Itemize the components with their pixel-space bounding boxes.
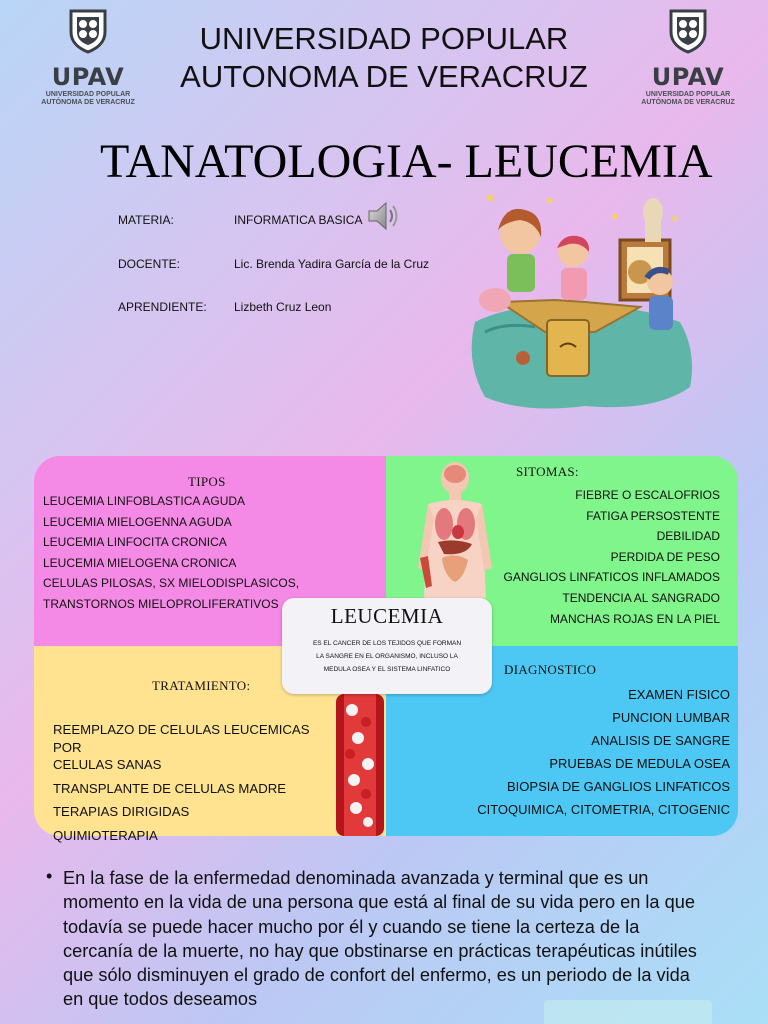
- tratamiento-title: TRATAMIENTO:: [152, 678, 251, 693]
- list-item: TRANSPLANTE DE CELULAS MADRE: [53, 780, 287, 796]
- leucemia-definition-box: [282, 598, 492, 694]
- tratamiento-list: [53, 721, 338, 844]
- university-name: [150, 20, 618, 96]
- list-item: CELULAS SANAS: [53, 757, 162, 772]
- list-item: REEMPLAZO DE CELULAS LEUCEMICAS POR: [53, 722, 310, 755]
- list-item: QUIMIOTERAPIA: [53, 827, 158, 843]
- svg-text:★: ★: [545, 195, 555, 207]
- upav-shield-icon: [668, 8, 708, 54]
- list-item: PUNCION LUMBAR: [612, 710, 730, 725]
- human-body-organs-illustration: [414, 458, 496, 598]
- university-line-2: AUTONOMA DE VERACRUZ: [180, 59, 588, 94]
- children-playing-illustration: [465, 182, 695, 412]
- logo-sub-2: AUTÓNOMA DE VERACRUZ: [41, 99, 135, 106]
- list-item: LEUCEMIA MIELOGENA CRONICA: [43, 555, 237, 570]
- tipos-list: [43, 491, 299, 615]
- docente-label: DOCENTE:: [118, 257, 181, 271]
- list-item: GANGLIOS LINFATICOS INFLAMADOS: [503, 570, 720, 585]
- logo-sub-1: UNIVERSIDAD POPULAR: [645, 91, 731, 98]
- svg-text:★: ★: [610, 211, 620, 223]
- svg-text:★: ★: [670, 214, 679, 225]
- leucemia-title: LEUCEMIA: [330, 604, 444, 628]
- sintomas-list: [490, 485, 720, 629]
- logo-sub-2: AUTÓNOMA DE VERACRUZ: [641, 99, 735, 106]
- body-paragraph: En la fase de la enfermedad denominada avanzada y terminal que es un momento en la vida de una persona que está al final de su vida pero en la que todavía se puede hacer mucho por él y cuando se tiene la certeza de la cercanía de la muerte, no hay que obstinarse en prácticas terapéuticas inútiles que sólo disminuyen el grado de confort del enfermo, es un periodo de la vida en que todos deseamos: [63, 868, 697, 1010]
- sintomas-title: SITOMAS:: [516, 464, 579, 479]
- leucemia-description: [282, 637, 492, 676]
- list-item: TERAPIAS DIRIGIDAS: [53, 804, 190, 819]
- list-item: LEUCEMIA MIELOGENNA AGUDA: [43, 514, 232, 529]
- description-line: LA SANGRE EN EL ORGANISMO, INCLUSO LA: [316, 653, 458, 660]
- aprendiente-value: Lizbeth Cruz Leon: [234, 300, 332, 314]
- upav-shield-icon: [68, 8, 108, 54]
- list-item: CELULAS PILOSAS, SX MIELODISPLASICOS,: [43, 576, 300, 591]
- upav-logo-right: [640, 8, 736, 107]
- upav-logo-left: [40, 8, 136, 107]
- list-item: DEBILIDAD: [656, 529, 720, 544]
- list-item: TENDENCIA AL SANGRADO: [562, 590, 720, 605]
- description-line: ES EL CANCER DE LOS TEJIDOS QUE FORMAN: [312, 640, 462, 647]
- list-item: FATIGA PERSOSTENTE: [586, 508, 720, 523]
- materia-value: INFORMATICA BASICA: [234, 213, 363, 227]
- svg-text:★: ★: [485, 191, 496, 205]
- aprendiente-label: APRENDIENTE:: [118, 300, 207, 314]
- list-item: EXAMEN FISICO: [628, 687, 730, 702]
- description-line: MEDULA OSEA Y EL SISTEMA LINFATICO: [323, 666, 451, 673]
- diagnostico-title: DIAGNOSTICO: [504, 662, 597, 677]
- list-item: MANCHAS ROJAS EN LA PIEL: [549, 611, 720, 626]
- bullet-icon: •: [46, 866, 53, 886]
- decorative-shape: [544, 1000, 712, 1024]
- list-item: TRANSTORNOS MIELOPROLIFERATIVOS: [43, 596, 279, 611]
- university-line-1: UNIVERSIDAD POPULAR: [199, 21, 569, 56]
- materia-label: MATERIA:: [118, 213, 174, 227]
- list-item: ANALISIS DE SANGRE: [591, 733, 730, 748]
- blood-vessel-illustration: [334, 694, 386, 836]
- list-item: BIOPSIA DE GANGLIOS LINFATICOS: [507, 779, 730, 794]
- logo-brand: UPAV: [651, 63, 725, 91]
- list-item: CITOQUIMICA, CITOMETRIA, CITOGENIC: [477, 802, 730, 817]
- speaker-icon[interactable]: [366, 198, 402, 234]
- logo-sub-1: UNIVERSIDAD POPULAR: [45, 91, 131, 98]
- list-item: PRUEBAS DE MEDULA OSEA: [549, 756, 730, 771]
- list-item: PERDIDA DE PESO: [610, 549, 720, 564]
- docente-value: Lic. Brenda Yadira García de la Cruz: [234, 257, 429, 271]
- list-item: LEUCEMIA LINFOBLASTICA AGUDA: [43, 494, 246, 508]
- logo-brand: UPAV: [51, 63, 125, 91]
- diagnostico-list: [460, 683, 730, 821]
- tipos-title: TIPOS: [188, 474, 226, 489]
- page-title: TANATOLOGIA- LEUCEMIA: [100, 135, 713, 188]
- list-item: LEUCEMIA LINFOCITA CRONICA: [43, 535, 227, 550]
- list-item: FIEBRE O ESCALOFRIOS: [575, 488, 720, 502]
